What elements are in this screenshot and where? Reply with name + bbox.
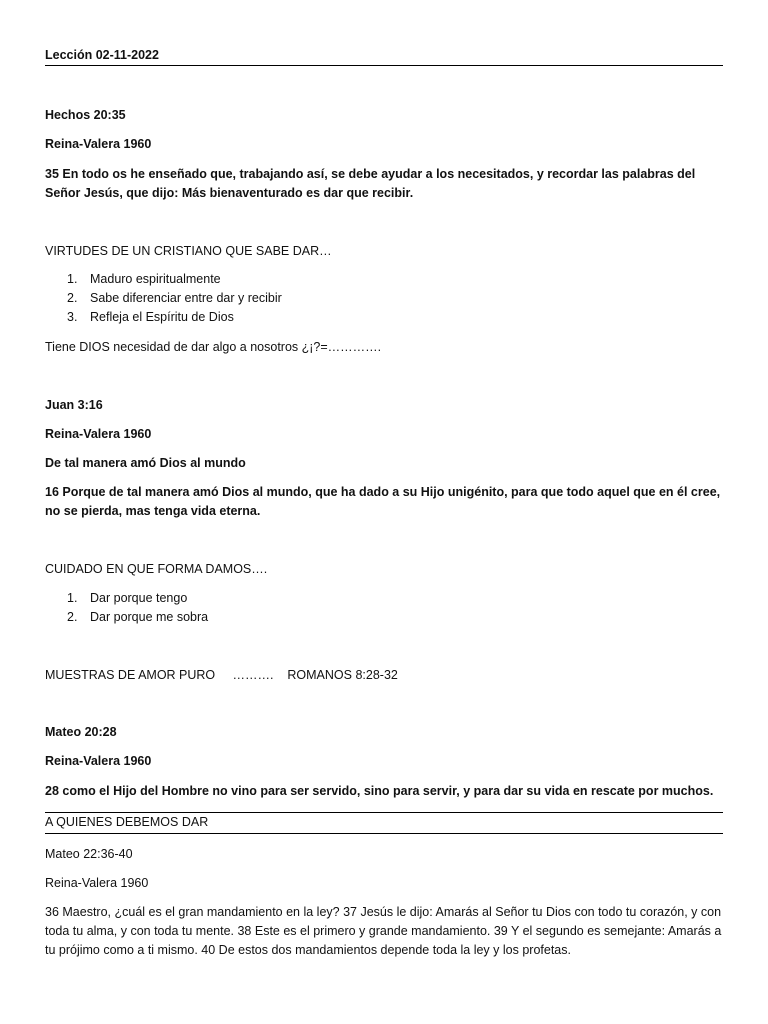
verse-text: 28 como el Hijo del Hombre no vino para ser servido, sino para servir, y para dar su vida en rescate por muchos. [45,784,714,798]
lesson-title: Lección 02-11-2022 [45,48,159,62]
verse-text: 35 En todo os he enseñado que, trabajando así, se debe ayudar a los necesitados, y recordar las palabras del Señor Jesús, que dijo: Más bienaventurado es dar que recibir. [45,167,696,200]
bible-version: Reina-Valera 1960 [45,876,149,890]
scripture-reference: Juan 3:16 [45,398,103,412]
question-text: Tiene DIOS necesidad de dar algo a nosotros ¿¡?=…………. [45,340,382,354]
cuidado-list [45,589,208,627]
scripture-reference: Mateo 20:28 [45,725,117,739]
virtudes-heading: VIRTUDES DE UN CRISTIANO QUE SABE DAR… [45,244,332,258]
virtudes-list [45,270,282,327]
list-item: 2. Dar porque me sobra [67,610,209,624]
list-item: 3. Refleja el Espíritu de Dios [67,310,234,324]
quienes-heading: A QUIENES DEBEMOS DAR [45,815,209,829]
bible-version: Reina-Valera 1960 [45,427,152,441]
muestras-line: MUESTRAS DE AMOR PURO ………. ROMANOS 8:28-32 [45,668,398,682]
list-item: 2. Sabe diferenciar entre dar y recibir [67,291,282,305]
list-item: 1. Maduro espiritualmente [67,272,221,286]
bible-version: Reina-Valera 1960 [45,754,152,768]
cuidado-heading: CUIDADO EN QUE FORMA DAMOS…. [45,562,268,576]
section-rule-bottom [45,833,723,834]
scripture-reference: Hechos 20:35 [45,108,126,122]
list-item: 1. Dar porque tengo [67,591,188,605]
scripture-reference: Mateo 22:36-40 [45,847,133,861]
verse-subtitle: De tal manera amó Dios al mundo [45,456,246,470]
bible-version: Reina-Valera 1960 [45,137,152,151]
verse-text: 16 Porque de tal manera amó Dios al mundo, que ha dado a su Hijo unigénito, para que todo aquel que en él cree, no se pierda, mas tenga vida eterna. [45,485,721,518]
verse-text: 36 Maestro, ¿cuál es el gran mandamiento en la ley? 37 Jesús le dijo: Amarás al Señor tu Dios con todo tu corazón, y con toda tu alma, y con toda tu mente. 38 Este es el primero y grande mandamiento. 39 Y el segundo es semejante: Amarás a tu prójimo como a ti mismo. 40 De estos dos mandamientos depende toda la ley y los profetas. [45,905,722,957]
title-underline [45,65,723,66]
